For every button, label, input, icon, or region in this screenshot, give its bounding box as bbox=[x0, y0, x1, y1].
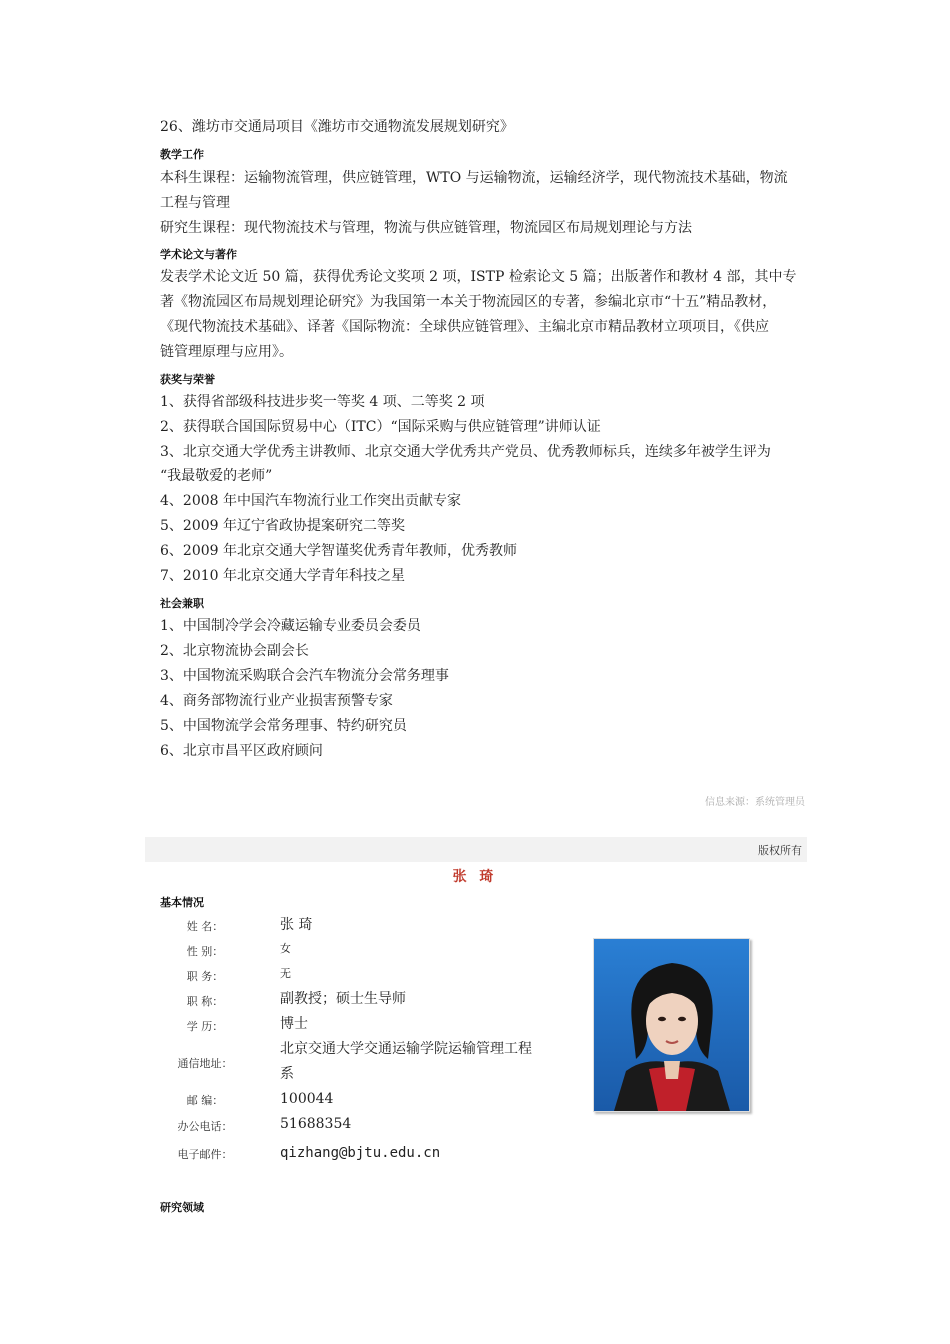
rank-value: 副教授；硕士生导师 bbox=[280, 991, 406, 1007]
gender-label: 性 别： bbox=[186, 945, 224, 958]
award-item: 6、2009 年北京交通大学智谨奖优秀青年教师，优秀教师 bbox=[160, 543, 517, 559]
profile-name-title: 张 琦 bbox=[452, 869, 498, 885]
award-item: 5、2009 年辽宁省政协提案研究二等奖 bbox=[160, 518, 405, 534]
project-item: 26、潍坊市交通局项目《潍坊市交通物流发展规划研究》 bbox=[160, 119, 514, 135]
profile-photo bbox=[593, 938, 750, 1112]
email-label: 电子邮件： bbox=[177, 1148, 233, 1161]
award-item: 4、2008 年中国汽车物流行业工作突出贡献专家 bbox=[160, 493, 461, 509]
research-heading: 研究领域 bbox=[160, 1201, 204, 1214]
teaching-heading: 教学工作 bbox=[160, 148, 204, 161]
name-label: 姓 名： bbox=[186, 920, 224, 933]
social-item: 6、北京市昌平区政府顾问 bbox=[160, 743, 323, 759]
social-heading: 社会兼职 bbox=[160, 597, 204, 610]
award-item: 7、2010 年北京交通大学青年科技之星 bbox=[160, 568, 405, 584]
info-source: 信息来源：系统管理员 bbox=[705, 797, 805, 808]
basic-info-heading: 基本情况 bbox=[160, 896, 204, 909]
address-value-cont: 系 bbox=[280, 1066, 294, 1082]
rank-label: 职 称： bbox=[186, 995, 224, 1008]
papers-line: 《现代物流技术基础》、译著《国际物流：全球供应链管理》、主编北京市精品教材立项项目，《供应 bbox=[160, 319, 769, 335]
office-phone-value: 51688354 bbox=[280, 1116, 352, 1132]
name-value: 张 琦 bbox=[280, 917, 313, 933]
social-item: 5、中国物流学会常务理事、特约研究员 bbox=[160, 718, 407, 734]
position-label: 职 务： bbox=[186, 970, 224, 983]
social-item: 1、中国制冷学会冷藏运输专业委员会委员 bbox=[160, 618, 421, 634]
social-item: 4、商务部物流行业产业损害预警专家 bbox=[160, 693, 393, 709]
email-value: qizhang@bjtu.edu.cn bbox=[280, 1145, 441, 1161]
gender-value: 女 bbox=[280, 942, 291, 955]
social-item: 3、中国物流采购联合会汽车物流分会常务理事 bbox=[160, 668, 449, 684]
award-item: 3、北京交通大学优秀主讲教师、北京交通大学优秀共产党员、优秀教师标兵，连续多年被学生评为 bbox=[160, 444, 771, 460]
papers-line: 发表学术论文近 50 篇，获得优秀论文奖项 2 项，ISTP 检索论文 5 篇；出版著作和教材 4 部，其中专 bbox=[160, 269, 797, 285]
social-item: 2、北京物流协会副会长 bbox=[160, 643, 309, 659]
awards-heading: 获奖与荣誉 bbox=[160, 373, 215, 386]
award-item: “我最敬爱的老师” bbox=[160, 468, 273, 484]
papers-line: 链管理原理与应用》。 bbox=[160, 344, 293, 360]
postcode-label: 邮 编： bbox=[186, 1094, 224, 1107]
address-value: 北京交通大学交通运输学院运输管理工程 bbox=[280, 1041, 532, 1057]
copyright-text: 版权所有 bbox=[758, 844, 802, 857]
papers-line: 著《物流园区布局规划理论研究》为我国第一本关于物流园区的专著，参编北京市“十五”精品教材， bbox=[160, 294, 777, 310]
education-value: 博士 bbox=[280, 1016, 308, 1032]
teaching-line: 工程与管理 bbox=[160, 195, 230, 211]
teaching-line: 本科生课程：运输物流管理，供应链管理，WTO 与运输物流，运输经济学，现代物流技术基础，物流 bbox=[160, 170, 788, 186]
award-item: 2、获得联合国国际贸易中心（ITC）“国际采购与供应链管理”讲师认证 bbox=[160, 419, 601, 435]
office-phone-label: 办公电话： bbox=[177, 1120, 233, 1133]
address-label: 通信地址： bbox=[177, 1057, 233, 1070]
education-label: 学 历： bbox=[186, 1020, 224, 1033]
award-item: 1、获得省部级科技进步奖一等奖 4 项、二等奖 2 项 bbox=[160, 394, 485, 410]
papers-heading: 学术论文与著作 bbox=[160, 248, 237, 261]
postcode-value: 100044 bbox=[280, 1091, 334, 1107]
teaching-line: 研究生课程：现代物流技术与管理，物流与供应链管理，物流园区布局规划理论与方法 bbox=[160, 220, 692, 236]
position-value: 无 bbox=[280, 967, 291, 980]
copyright-bar bbox=[145, 837, 807, 862]
